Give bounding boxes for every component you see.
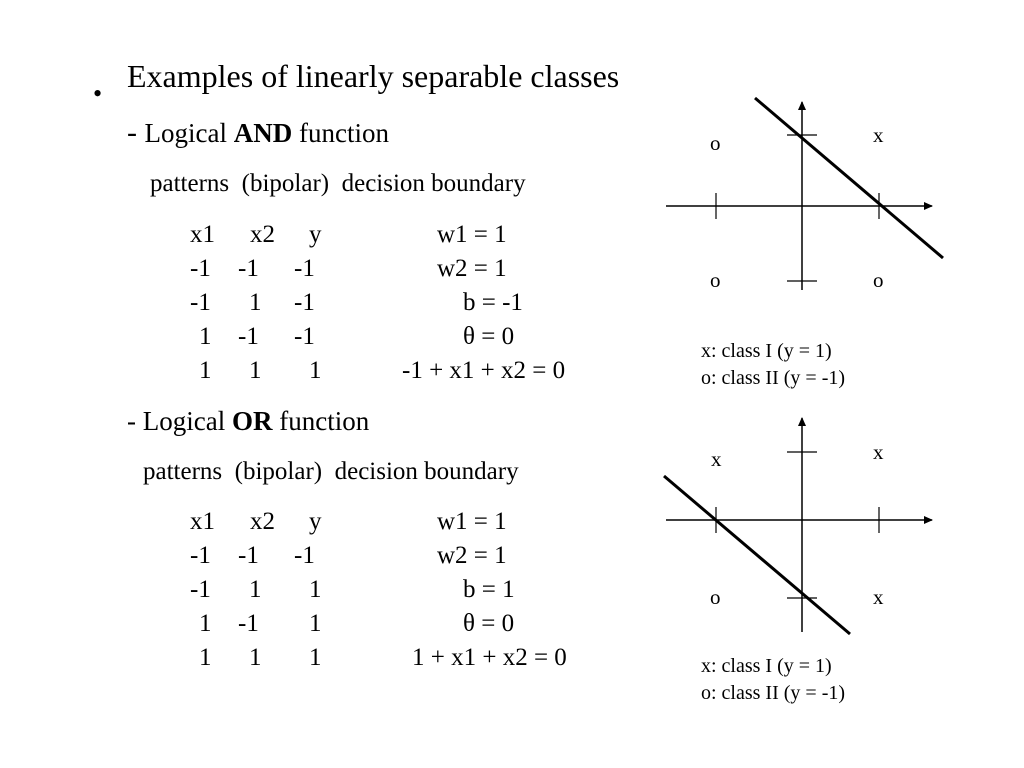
table-cell: -1 [190, 542, 211, 569]
and-mark-top-left: o [710, 131, 721, 155]
table-cell: -1 [190, 289, 211, 316]
or-mark-top-right: x [873, 440, 884, 464]
or-boundary-equation: 1 + x1 + x2 = 0 [412, 644, 567, 671]
or-decision-boundary [664, 476, 850, 634]
table-cell: -1 [238, 323, 259, 350]
and-table-header-x1: x1 [190, 221, 215, 248]
or-mark-bottom-left: o [710, 585, 721, 609]
table-cell: 1 [309, 357, 322, 384]
table-cell: -1 [294, 542, 315, 569]
table-cell: 1 [199, 323, 212, 350]
or-title-prefix: Logical [142, 406, 232, 436]
table-cell: 1 [249, 644, 262, 671]
table-cell: -1 [294, 255, 315, 282]
and-title-prefix: Logical [144, 118, 234, 148]
or-legend-class-one: x: class I (y = 1) [701, 655, 832, 677]
bullet-dot: • [93, 79, 103, 108]
and-sub-heading: patterns (bipolar) decision boundary [150, 170, 526, 197]
table-cell: 1 [249, 289, 262, 316]
or-w1: w1 = 1 [437, 508, 507, 535]
and-legend-class-two: o: class II (y = -1) [701, 367, 846, 389]
table-cell: -1 [294, 323, 315, 350]
or-w2: w2 = 1 [437, 542, 507, 569]
table-cell: 1 [199, 357, 212, 384]
table-cell: -1 [238, 610, 259, 637]
and-table-header-x2: x2 [250, 221, 275, 248]
table-cell: 1 [249, 576, 262, 603]
table-cell: -1 [238, 542, 259, 569]
and-mark-bottom-left: o [710, 268, 721, 292]
or-theta: θ = 0 [463, 610, 515, 637]
table-cell: 1 [309, 644, 322, 671]
or-bias: b = 1 [463, 576, 515, 603]
and-mark-bottom-right: o [873, 268, 884, 292]
or-table-header-y: y [309, 508, 322, 535]
or-table-header-x2: x2 [250, 508, 275, 535]
table-cell: 1 [309, 576, 322, 603]
and-boundary-equation: -1 + x1 + x2 = 0 [402, 357, 566, 384]
or-mark-bottom-right: x [873, 585, 884, 609]
and-title-suffix: function [292, 118, 389, 148]
table-cell: 1 [199, 610, 212, 637]
and-bias: b = -1 [463, 289, 523, 316]
table-cell: 1 [249, 357, 262, 384]
table-cell: 1 [199, 644, 212, 671]
or-mark-top-left: x [711, 447, 722, 471]
and-title-keyword: AND [233, 118, 293, 148]
and-mark-top-right: x [873, 123, 884, 147]
or-title-suffix: function [272, 406, 370, 436]
or-title-dash: - [127, 406, 143, 436]
table-cell: -1 [190, 576, 211, 603]
or-sub-heading: patterns (bipolar) decision boundary [143, 458, 519, 485]
and-title-dash: - [127, 116, 145, 149]
and-table-header-y: y [309, 221, 322, 248]
table-cell: -1 [190, 255, 211, 282]
or-legend-class-two: o: class II (y = -1) [701, 682, 846, 704]
and-w2: w2 = 1 [437, 255, 507, 282]
and-theta: θ = 0 [463, 323, 515, 350]
and-legend-class-one: x: class I (y = 1) [701, 340, 832, 362]
page-title: Examples of linearly separable classes [127, 58, 620, 94]
table-cell: -1 [294, 289, 315, 316]
table-cell: -1 [238, 255, 259, 282]
and-w1: w1 = 1 [437, 221, 507, 248]
or-title-keyword: OR [231, 406, 273, 436]
table-cell: 1 [309, 610, 322, 637]
or-table-header-x1: x1 [190, 508, 215, 535]
